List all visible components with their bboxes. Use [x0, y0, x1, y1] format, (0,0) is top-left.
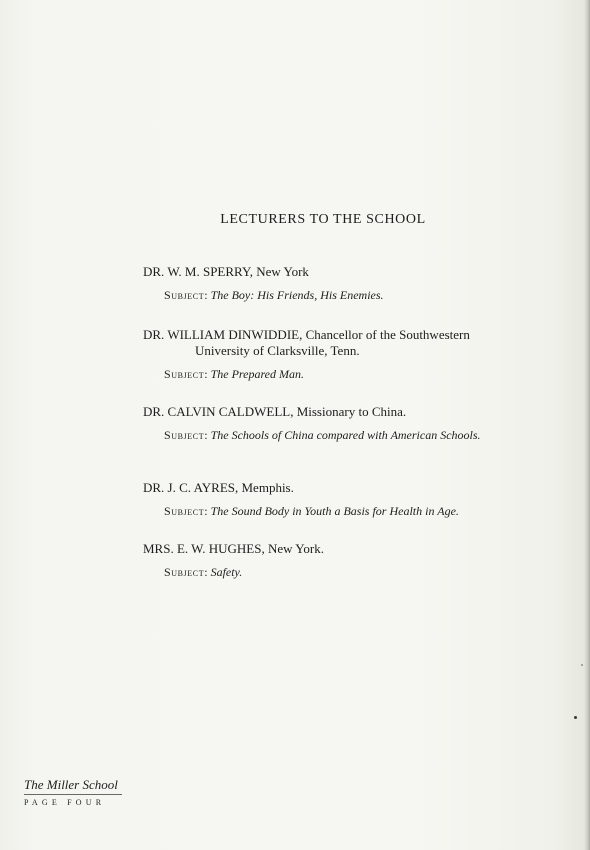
- lecture-subject: Subject: The Schools of China compared with American Schools.: [164, 428, 481, 442]
- footer-page-number: PAGE FOUR: [24, 798, 106, 807]
- lecturer-entry: [143, 327, 503, 381]
- subject-topic: The Prepared Man.: [210, 367, 304, 381]
- lecturer-name: MRS. E. W. HUGHES,: [143, 541, 265, 556]
- subject-topic: The Sound Body in Youth a Basis for Health in Age.: [210, 504, 459, 518]
- lecturer-name: DR. W. M. SPERRY,: [143, 264, 253, 279]
- paper-speck: [574, 716, 577, 719]
- lecturer-detail: Missionary to China.: [293, 404, 407, 419]
- lecturer-detail: New York: [252, 264, 309, 279]
- lecturer-detail-continued: University of Clarksville, Tenn.: [195, 343, 360, 358]
- subject-label: Subject: [164, 565, 205, 579]
- lecturer-name: DR. WILLIAM DINWIDDIE,: [143, 327, 303, 342]
- lecturer-entry: [143, 264, 503, 302]
- lecturer-detail: Memphis.: [238, 480, 294, 495]
- subject-topic: The Schools of China compared with American Schools.: [210, 428, 481, 442]
- lecturer-name-line: [143, 264, 503, 280]
- subject-label: Subject: [164, 504, 205, 518]
- lecture-subject: Subject: The Boy: His Friends, His Enemies.: [164, 288, 384, 302]
- lecture-subject: Subject: The Prepared Man.: [164, 367, 304, 381]
- subject-label: Subject: [164, 428, 205, 442]
- lecturer-entry: [143, 404, 503, 442]
- subject-topic: Safety.: [210, 565, 243, 579]
- paper-speck: [581, 664, 583, 666]
- subject-label: Subject: [164, 367, 205, 381]
- lecturer-name-line: [143, 327, 503, 359]
- lecturer-entry: [143, 541, 503, 579]
- lecturer-name-line: [143, 480, 503, 496]
- page-footer: [24, 776, 122, 807]
- lecturer-name-line: [143, 541, 503, 557]
- lecturer-detail: Chancellor of the Southwestern: [302, 327, 470, 342]
- lecturer-detail: New York.: [264, 541, 324, 556]
- lecturer-name: DR. J. C. AYRES,: [143, 480, 239, 495]
- page-title: LECTURERS TO THE SCHOOL: [220, 212, 426, 227]
- subject-topic: The Boy: His Friends, His Enemies.: [210, 288, 384, 302]
- page-edge-shadow: [584, 0, 590, 850]
- lecture-subject: Subject: Safety.: [164, 565, 243, 579]
- subject-label: Subject: [164, 288, 205, 302]
- lecturer-entry: [143, 480, 503, 518]
- lecturer-name: DR. CALVIN CALDWELL,: [143, 404, 294, 419]
- lecture-subject: Subject: The Sound Body in Youth a Basis for Health in Age.: [164, 504, 459, 518]
- footer-school-name: The Miller School: [24, 777, 122, 795]
- lecturer-name-line: [143, 404, 503, 420]
